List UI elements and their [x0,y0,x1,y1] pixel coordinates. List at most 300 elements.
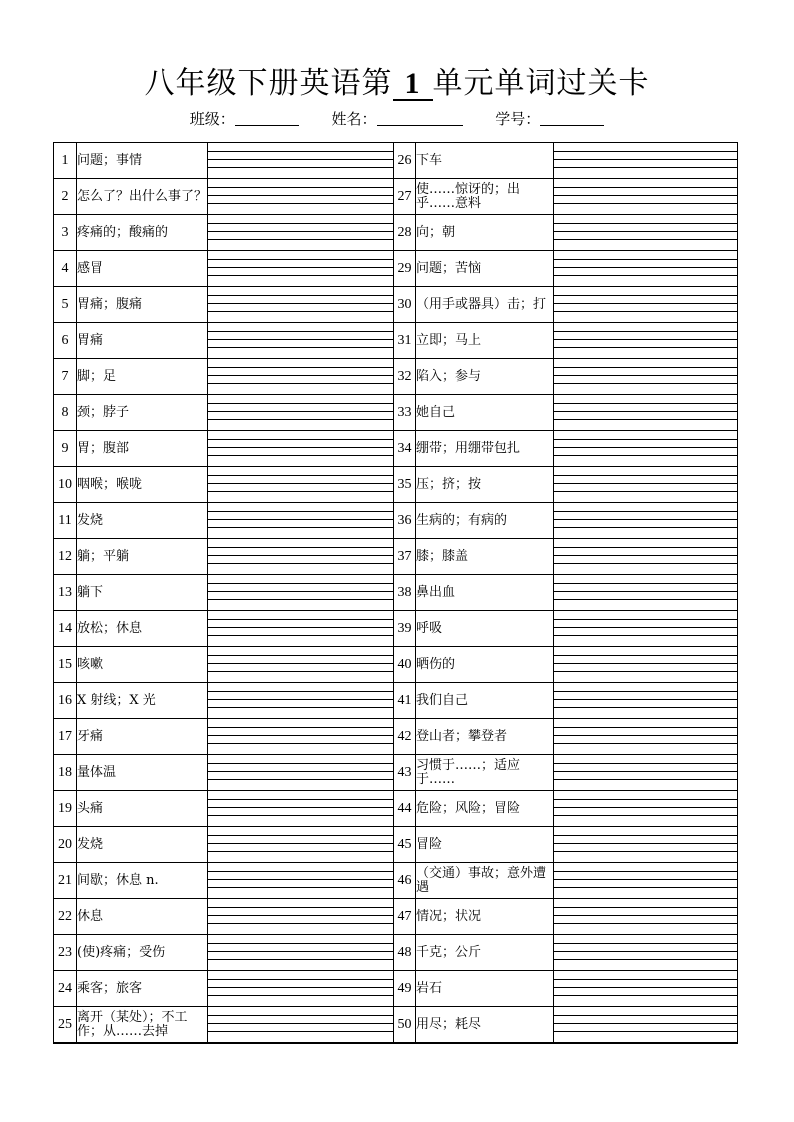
right-chinese-meaning: 她自己 [416,395,554,431]
writing-line [208,511,393,512]
right-answer-area[interactable] [554,899,738,935]
student-id-blank[interactable] [540,113,604,126]
writing-lines [208,359,393,394]
writing-line [554,403,737,404]
worksheet-title [0,58,794,102]
writing-lines [554,503,737,538]
right-answer-area[interactable] [554,467,738,503]
writing-line [208,887,393,888]
right-answer-area[interactable] [554,827,738,863]
writing-lines [208,575,393,610]
writing-lines [208,647,393,682]
writing-lines [554,251,737,286]
table-row [54,395,738,431]
writing-line [208,151,393,152]
writing-line [554,275,737,276]
writing-line [554,763,737,764]
writing-lines [208,431,393,466]
writing-lines [554,179,737,214]
writing-line [554,987,737,988]
writing-line [554,951,737,952]
right-answer-area[interactable] [554,683,738,719]
writing-line [554,807,737,808]
writing-line [208,915,393,916]
right-item-number: 42 [394,719,416,755]
left-item-number: 20 [54,827,77,863]
left-answer-area[interactable] [208,935,394,971]
left-answer-area[interactable] [208,251,394,287]
right-item-number: 30 [394,287,416,323]
table-row [54,1007,738,1044]
writing-line [554,151,737,152]
left-item-number: 5 [54,287,77,323]
left-answer-area[interactable] [208,683,394,719]
writing-line [208,707,393,708]
right-answer-area[interactable] [554,611,738,647]
left-item-number: 22 [54,899,77,935]
right-answer-area[interactable] [554,323,738,359]
table-row [54,899,738,935]
writing-line [554,411,737,412]
writing-line [554,979,737,980]
right-answer-area[interactable] [554,287,738,323]
right-item-number: 33 [394,395,416,431]
writing-line [208,627,393,628]
writing-line [554,491,737,492]
writing-lines [554,467,737,502]
right-item-number: 41 [394,683,416,719]
writing-line [554,959,737,960]
vocabulary-table [53,142,738,1044]
table-row [54,215,738,251]
class-label: 班级： [189,110,235,128]
writing-line [554,159,737,160]
right-item-number: 36 [394,503,416,539]
writing-lines [208,395,393,430]
right-chinese-meaning: 登山者；攀登者 [416,719,554,755]
left-item-number: 8 [54,395,77,431]
right-answer-area[interactable] [554,431,738,467]
writing-line [208,1015,393,1016]
writing-line [208,403,393,404]
writing-line [554,1023,737,1024]
table-row [54,827,738,863]
writing-line [208,727,393,728]
left-answer-area[interactable] [208,863,394,899]
right-answer-area[interactable] [554,143,738,179]
writing-lines [554,323,737,358]
writing-line [554,259,737,260]
writing-line [554,527,737,528]
writing-line [554,511,737,512]
right-chinese-meaning: 岩石 [416,971,554,1007]
left-answer-area[interactable] [208,899,394,935]
right-answer-area[interactable] [554,791,738,827]
writing-line [554,779,737,780]
writing-line [208,843,393,844]
left-item-number: 15 [54,647,77,683]
table-row [54,611,738,647]
right-item-number: 49 [394,971,416,1007]
writing-lines [208,791,393,826]
name-label: 姓名： [331,110,377,128]
table-row [54,251,738,287]
writing-line [554,735,737,736]
right-answer-area[interactable] [554,863,738,899]
right-answer-area[interactable] [554,215,738,251]
left-item-number: 21 [54,863,77,899]
writing-lines [208,971,393,1006]
left-chinese-meaning: 离开（某处）；不工作；从……去掉 [77,1007,208,1044]
writing-line [554,599,737,600]
right-chinese-meaning: 习惯于……；适应于…… [416,755,554,791]
writing-lines [208,683,393,718]
writing-lines [554,359,737,394]
writing-line [208,987,393,988]
writing-line [554,347,737,348]
writing-lines [554,1007,737,1042]
writing-line [554,555,737,556]
left-answer-area[interactable] [208,179,394,215]
writing-lines [554,863,737,898]
name-field [331,108,462,129]
writing-line [554,691,737,692]
writing-line [554,583,737,584]
left-answer-area[interactable] [208,467,394,503]
writing-line [208,267,393,268]
writing-line [554,871,737,872]
writing-line [208,807,393,808]
left-chinese-meaning: 头痛 [77,791,208,827]
left-chinese-meaning: X 射线；X 光 [77,683,208,719]
writing-line [554,267,737,268]
right-answer-area[interactable] [554,359,738,395]
left-chinese-meaning: 颈；脖子 [77,395,208,431]
right-item-number: 27 [394,179,416,215]
right-answer-area[interactable] [554,503,738,539]
writing-line [208,699,393,700]
writing-line [208,383,393,384]
writing-line [554,655,737,656]
right-chinese-meaning: 鼻出血 [416,575,554,611]
right-item-number: 46 [394,863,416,899]
writing-lines [554,431,737,466]
writing-lines [554,899,737,934]
left-item-number: 3 [54,215,77,251]
writing-line [208,599,393,600]
writing-line [554,367,737,368]
writing-line [208,879,393,880]
left-answer-area[interactable] [208,323,394,359]
writing-line [208,483,393,484]
left-answer-area[interactable] [208,1007,394,1044]
writing-line [208,1031,393,1032]
writing-line [554,303,737,304]
right-chinese-meaning: 陷入；参与 [416,359,554,395]
writing-line [554,627,737,628]
writing-line [208,771,393,772]
writing-line [554,591,737,592]
writing-line [208,851,393,852]
right-item-number: 37 [394,539,416,575]
writing-line [208,583,393,584]
writing-line [554,547,737,548]
writing-lines [554,971,737,1006]
writing-line [554,375,737,376]
writing-line [554,331,737,332]
writing-line [554,419,737,420]
table-row [54,935,738,971]
writing-lines [554,611,737,646]
left-chinese-meaning: 问题；事情 [77,143,208,179]
writing-lines [554,791,737,826]
right-chinese-meaning: 膝；膝盖 [416,539,554,575]
unit-number[interactable]: 1 [393,69,433,101]
writing-line [208,1023,393,1024]
left-chinese-meaning: 疼痛的；酸痛的 [77,215,208,251]
writing-line [208,635,393,636]
left-item-number: 24 [54,971,77,1007]
class-blank[interactable] [235,113,299,126]
writing-lines [208,323,393,358]
right-answer-area[interactable] [554,539,738,575]
writing-line [554,231,737,232]
writing-line [208,475,393,476]
table-row [54,971,738,1007]
writing-line [208,311,393,312]
right-answer-area[interactable] [554,755,738,791]
writing-line [208,959,393,960]
student-id-field [495,108,604,129]
table-row [54,143,738,179]
table-row [54,863,738,899]
writing-line [208,735,393,736]
writing-lines [208,863,393,898]
writing-line [208,995,393,996]
left-item-number: 2 [54,179,77,215]
writing-lines [554,287,737,322]
writing-line [554,707,737,708]
writing-lines [554,935,737,970]
writing-line [208,195,393,196]
writing-lines [554,719,737,754]
right-answer-area[interactable] [554,971,738,1007]
left-chinese-meaning: 胃痛 [77,323,208,359]
right-item-number: 44 [394,791,416,827]
writing-line [208,347,393,348]
left-answer-area[interactable] [208,791,394,827]
table-row [54,323,738,359]
left-answer-area[interactable] [208,287,394,323]
writing-line [554,663,737,664]
writing-line [554,671,737,672]
writing-line [208,527,393,528]
left-item-number: 10 [54,467,77,503]
writing-line [554,187,737,188]
right-chinese-meaning: 呼吸 [416,611,554,647]
writing-line [554,167,737,168]
writing-lines [208,287,393,322]
writing-line [208,411,393,412]
table-row [54,179,738,215]
writing-line [208,691,393,692]
left-chinese-meaning: 脚；足 [77,359,208,395]
writing-line [554,383,737,384]
left-answer-area[interactable] [208,431,394,467]
left-answer-area[interactable] [208,971,394,1007]
writing-line [208,555,393,556]
writing-lines [554,755,737,790]
writing-line [554,195,737,196]
writing-line [554,203,737,204]
writing-line [554,295,737,296]
left-answer-area[interactable] [208,143,394,179]
writing-line [208,563,393,564]
writing-line [208,455,393,456]
right-answer-area[interactable] [554,575,738,611]
right-answer-area[interactable] [554,179,738,215]
left-chinese-meaning: 休息 [77,899,208,935]
writing-line [554,635,737,636]
writing-lines [554,683,737,718]
student-info [0,108,794,129]
table-row [54,647,738,683]
right-answer-area[interactable] [554,251,738,287]
left-item-number: 16 [54,683,77,719]
writing-line [554,907,737,908]
right-chinese-meaning: 绷带；用绷带包扎 [416,431,554,467]
table-row [54,431,738,467]
left-answer-area[interactable] [208,647,394,683]
left-item-number: 18 [54,755,77,791]
right-item-number: 43 [394,755,416,791]
left-chinese-meaning: 怎么了？出什么事了？ [77,179,208,215]
left-answer-area[interactable] [208,215,394,251]
table-row [54,467,738,503]
writing-line [208,951,393,952]
writing-line [554,843,737,844]
right-item-number: 28 [394,215,416,251]
left-answer-area[interactable] [208,539,394,575]
table-row [54,791,738,827]
left-answer-area[interactable] [208,359,394,395]
right-answer-area[interactable] [554,395,738,431]
left-chinese-meaning: 发烧 [77,827,208,863]
left-item-number: 9 [54,431,77,467]
left-item-number: 12 [54,539,77,575]
writing-line [554,439,737,440]
name-blank[interactable] [377,113,463,126]
writing-line [208,275,393,276]
writing-line [208,167,393,168]
writing-line [554,483,737,484]
writing-line [208,671,393,672]
left-item-number: 13 [54,575,77,611]
left-item-number: 14 [54,611,77,647]
writing-line [554,455,737,456]
left-item-number: 11 [54,503,77,539]
right-chinese-meaning: （用手或器具）击；打 [416,287,554,323]
class-field [190,108,299,129]
writing-line [208,835,393,836]
left-chinese-meaning: 躺下 [77,575,208,611]
right-item-number: 50 [394,1007,416,1044]
left-chinese-meaning: 发烧 [77,503,208,539]
writing-lines [208,467,393,502]
writing-lines [554,395,737,430]
vocabulary-table-body [54,143,738,1044]
table-row [54,287,738,323]
left-chinese-meaning: 咽喉；喉咙 [77,467,208,503]
right-answer-area[interactable] [554,647,738,683]
writing-line [554,727,737,728]
table-row [54,719,738,755]
writing-line [208,187,393,188]
table-row [54,683,738,719]
writing-line [554,339,737,340]
right-chinese-meaning: 问题；苦恼 [416,251,554,287]
writing-line [554,851,737,852]
left-item-number: 25 [54,1007,77,1044]
left-answer-area[interactable] [208,611,394,647]
right-chinese-meaning: 冒险 [416,827,554,863]
right-chinese-meaning: 晒伤的 [416,647,554,683]
writing-lines [208,539,393,574]
left-answer-area[interactable] [208,395,394,431]
student-id-label: 学号： [495,110,541,128]
right-answer-area[interactable] [554,719,738,755]
left-answer-area[interactable] [208,827,394,863]
left-item-number: 7 [54,359,77,395]
writing-lines [208,611,393,646]
left-answer-area[interactable] [208,503,394,539]
right-item-number: 32 [394,359,416,395]
writing-line [554,223,737,224]
writing-line [208,943,393,944]
writing-line [554,815,737,816]
writing-lines [208,215,393,250]
right-answer-area[interactable] [554,935,738,971]
writing-line [208,519,393,520]
left-answer-area[interactable] [208,755,394,791]
right-chinese-meaning: 情况；状况 [416,899,554,935]
writing-line [208,159,393,160]
writing-lines [554,143,737,178]
writing-lines [208,827,393,862]
writing-lines [554,539,737,574]
right-answer-area[interactable] [554,1007,738,1044]
right-chinese-meaning: 使……惊讶的；出乎……意料 [416,179,554,215]
writing-line [554,311,737,312]
left-item-number: 1 [54,143,77,179]
writing-line [208,203,393,204]
right-chinese-meaning: 我们自己 [416,683,554,719]
left-answer-area[interactable] [208,719,394,755]
title-prefix: 八年级下册英语第 [144,66,393,101]
left-chinese-meaning: 感冒 [77,251,208,287]
right-item-number: 29 [394,251,416,287]
writing-line [554,743,737,744]
writing-line [554,799,737,800]
writing-lines [208,899,393,934]
left-answer-area[interactable] [208,575,394,611]
writing-line [208,339,393,340]
writing-line [554,1031,737,1032]
left-chinese-meaning: 乘客；旅客 [77,971,208,1007]
left-chinese-meaning: 放松；休息 [77,611,208,647]
writing-line [208,303,393,304]
writing-line [208,763,393,764]
